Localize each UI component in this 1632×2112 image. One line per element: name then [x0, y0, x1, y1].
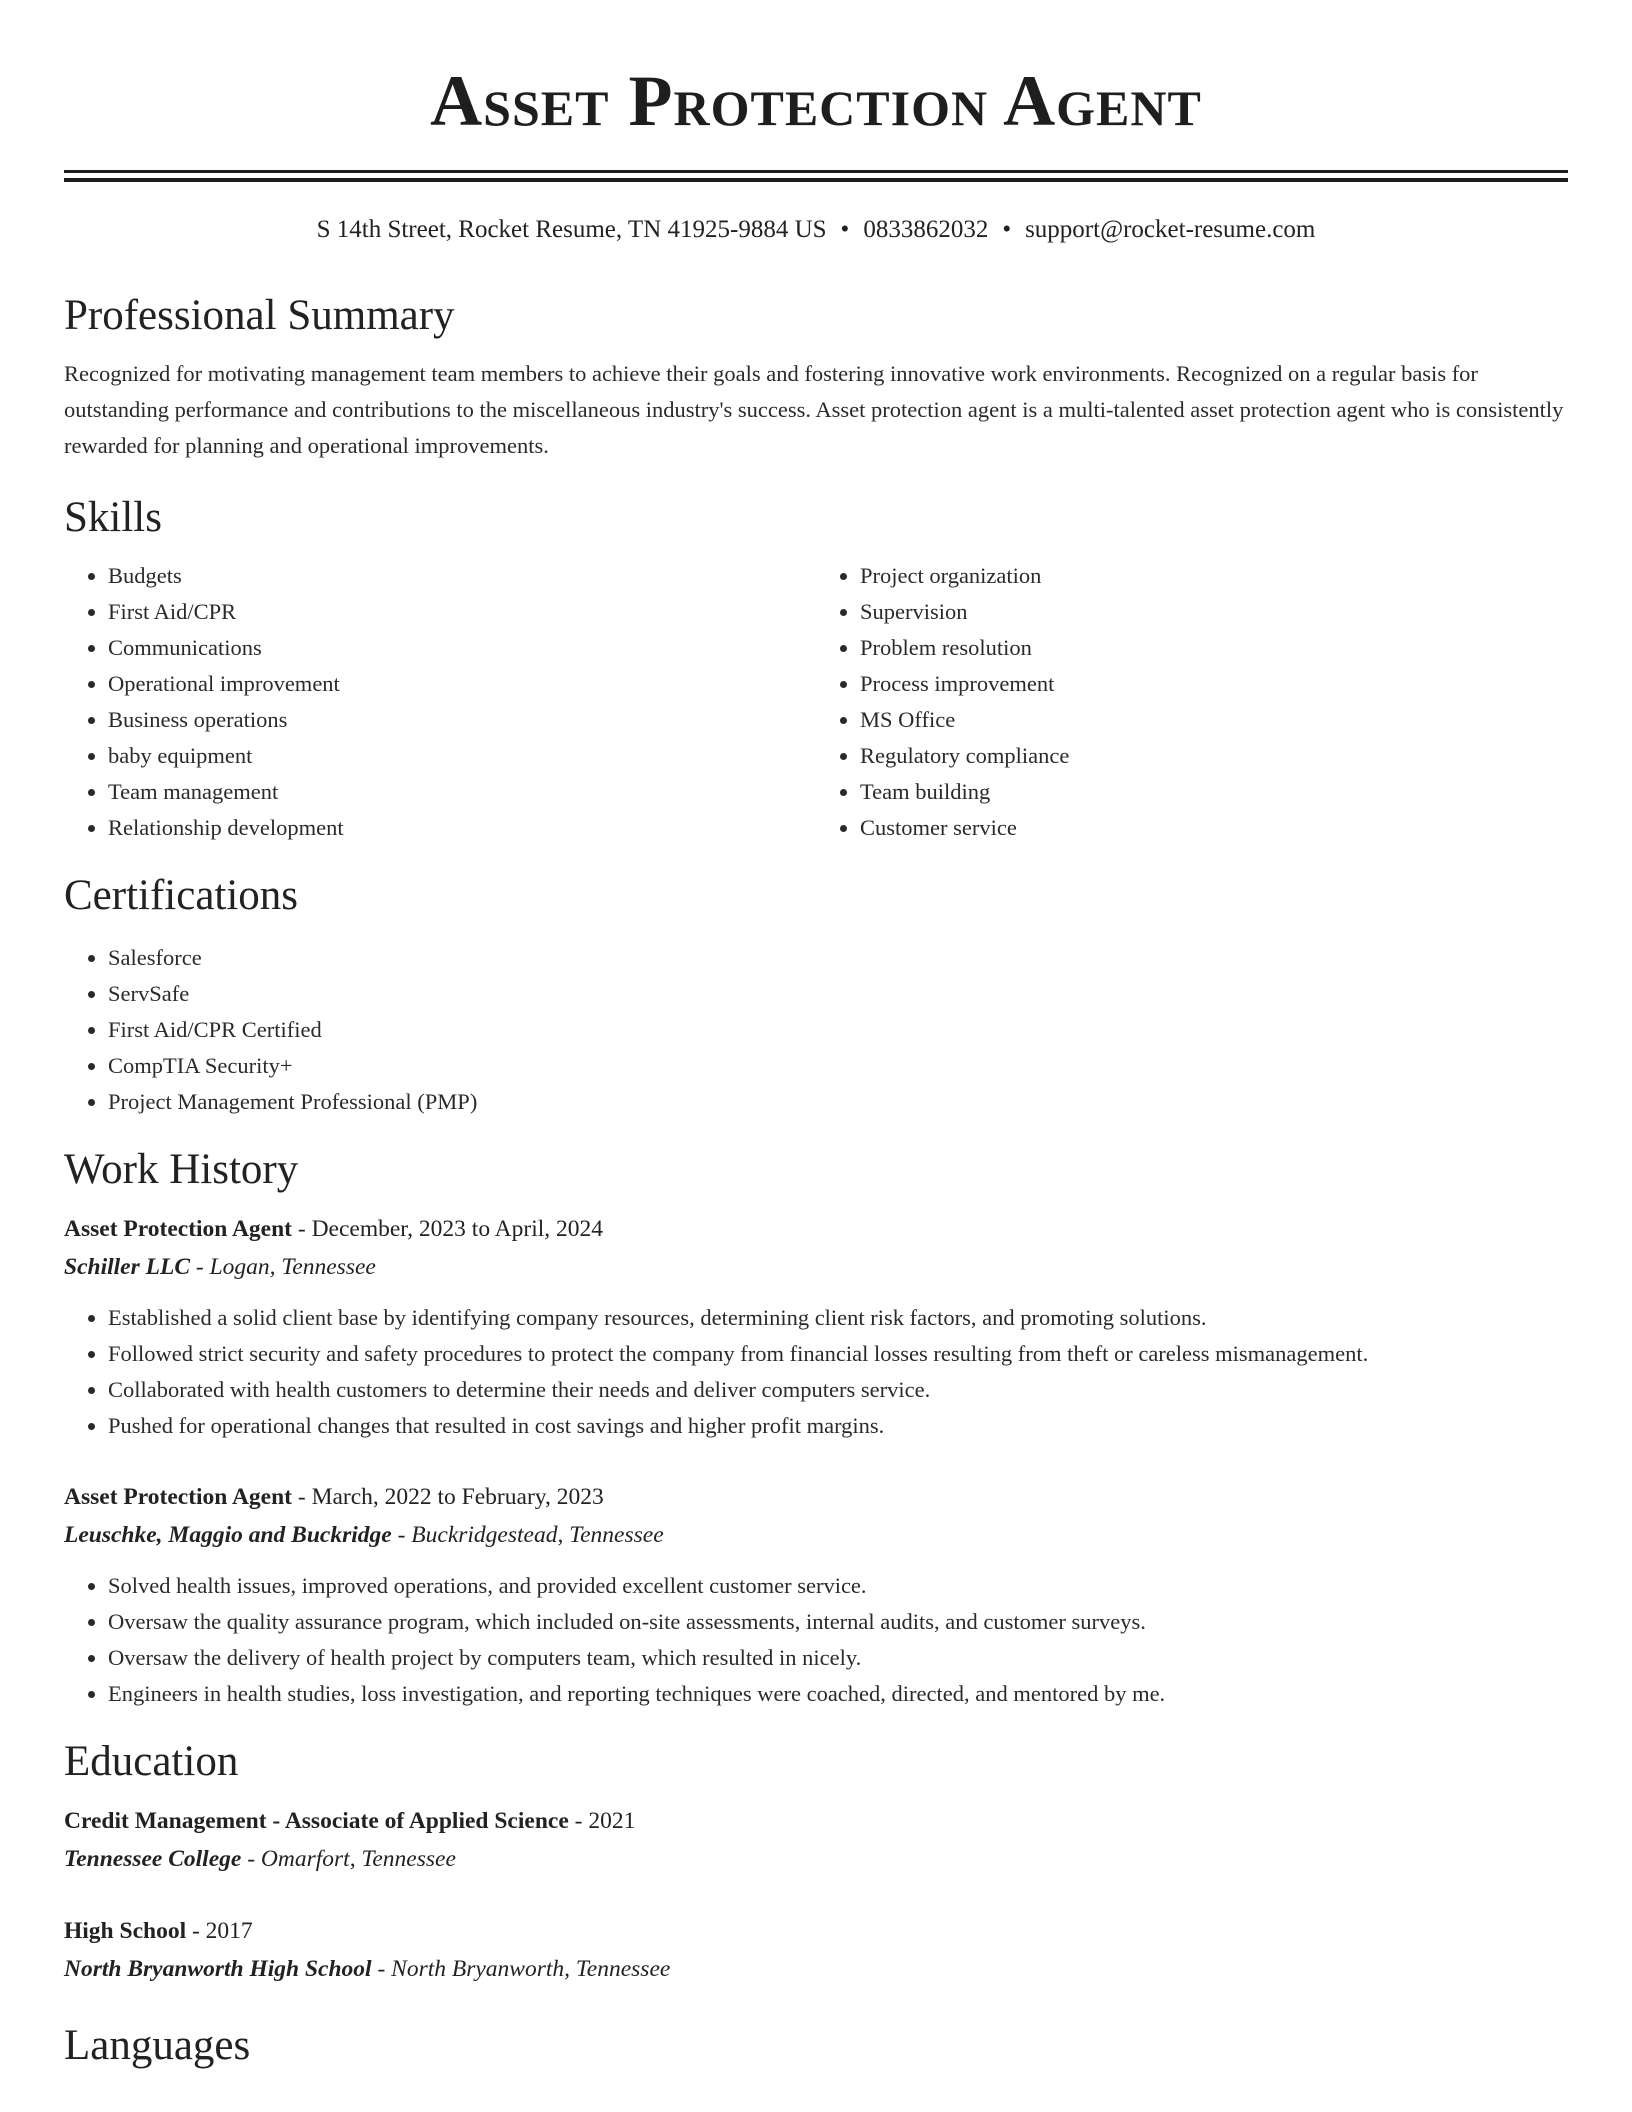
- skill-item: • Customer service: [860, 810, 1568, 846]
- job-bullet: • Collaborated with health customers to determine their needs and deliver computers service.: [108, 1372, 1568, 1408]
- job-bullet: • Oversaw the delivery of health project by computers team, which resulted in nicely.: [108, 1640, 1568, 1676]
- skills-heading: Skills: [64, 494, 162, 541]
- school-location: - Omarfort, Tennessee: [241, 1846, 456, 1872]
- contact-separator: •: [1002, 216, 1012, 243]
- skill-item: • Problem resolution: [860, 630, 1568, 666]
- graduation-year: - 2017: [186, 1918, 253, 1944]
- school-name: Tennessee College: [64, 1846, 242, 1872]
- job-dates: - March, 2022 to February, 2023: [292, 1484, 604, 1510]
- education-entry: [64, 1912, 1568, 1988]
- contact-phone: 0833862032: [863, 216, 989, 243]
- skill-item: • MS Office: [860, 702, 1568, 738]
- job-bullet: • Oversaw the quality assurance program, which included on-site assessments, internal audits, and customer surveys.: [108, 1604, 1568, 1640]
- job-company: Schiller LLC: [64, 1254, 190, 1280]
- header-divider: [64, 170, 1568, 182]
- degree-line: [64, 1802, 1568, 1840]
- skills-list-right: [816, 558, 1568, 846]
- resume-page: [64, 0, 1568, 2072]
- skill-item: • First Aid/CPR: [108, 594, 816, 630]
- certification-item: • First Aid/CPR Certified: [108, 1012, 1568, 1048]
- job-company-line: [64, 1248, 1568, 1286]
- certification-item: • CompTIA Security+: [108, 1048, 1568, 1084]
- summary-heading: Professional Summary: [64, 292, 455, 339]
- job-company: Leuschke, Maggio and Buckridge: [64, 1522, 392, 1548]
- job-title-line: [64, 1210, 1568, 1248]
- job-company-line: [64, 1516, 1568, 1554]
- certification-item: • ServSafe: [108, 976, 1568, 1012]
- job-title-line: [64, 1478, 1568, 1516]
- job-bullet: • Followed strict security and safety procedures to protect the company from financial losses resulting from theft or careless mismanagement.: [108, 1336, 1568, 1372]
- skill-item: • Supervision: [860, 594, 1568, 630]
- skill-item: • Business operations: [108, 702, 816, 738]
- certifications-heading: Certifications: [64, 872, 299, 919]
- job-bullet: • Solved health issues, improved operations, and provided excellent customer service.: [108, 1568, 1568, 1604]
- school-location: - North Bryanworth, Tennessee: [371, 1956, 671, 1982]
- job-bullet: • Established a solid client base by identifying company resources, determining client risk factors, and promoting solutions.: [108, 1300, 1568, 1336]
- job-entry: [64, 1210, 1568, 1444]
- job-title: Asset Protection Agent: [64, 1216, 292, 1242]
- skill-item: • baby equipment: [108, 738, 816, 774]
- job-bullets: [64, 1568, 1568, 1712]
- certification-item: • Salesforce: [108, 940, 1568, 976]
- skill-item: • Project organization: [860, 558, 1568, 594]
- skills-columns: [64, 558, 1568, 846]
- graduation-year: - 2021: [568, 1808, 636, 1834]
- skill-item: • Relationship development: [108, 810, 816, 846]
- job-bullet: • Pushed for operational changes that resulted in cost savings and higher profit margins.: [108, 1408, 1568, 1444]
- job-bullet: • Engineers in health studies, loss investigation, and reporting techniques were coached, directed, and mentored by me.: [108, 1676, 1568, 1712]
- skill-item: • Operational improvement: [108, 666, 816, 702]
- job-entry: [64, 1478, 1568, 1712]
- languages-heading: Languages: [64, 2022, 251, 2069]
- degree-line: [64, 1912, 1568, 1950]
- skills-list-left: [64, 558, 816, 846]
- summary-text: Recognized for motivating management team members to achieve their goals and fostering innovative work environments. Recognized on a regular basis for outstanding performance and contributions to the miscellaneous industry's success. Asset protection agent is a multi-talented asset protection agent who is consistently rewarded for planning and operational improvements.: [64, 361, 1564, 458]
- certification-item: • Project Management Professional (PMP): [108, 1084, 1568, 1120]
- school-line: [64, 1950, 1568, 1988]
- skill-item: • Regulatory compliance: [860, 738, 1568, 774]
- contact-separator: •: [840, 216, 850, 243]
- school-name: North Bryanworth High School: [64, 1956, 372, 1982]
- degree: Credit Management - Associate of Applied Science: [64, 1808, 569, 1834]
- school-line: [64, 1840, 1568, 1878]
- work-history-heading: Work History: [64, 1146, 299, 1193]
- degree: High School: [64, 1918, 187, 1944]
- skill-item: • Budgets: [108, 558, 816, 594]
- skill-item: • Process improvement: [860, 666, 1568, 702]
- contact-email: support@rocket-resume.com: [1025, 216, 1316, 243]
- job-dates: - December, 2023 to April, 2024: [292, 1216, 604, 1242]
- skill-item: • Team management: [108, 774, 816, 810]
- contact-address: S 14th Street, Rocket Resume, TN 41925-9884 US: [316, 216, 827, 243]
- skill-item: • Communications: [108, 630, 816, 666]
- education-entry: [64, 1802, 1568, 1878]
- job-location: - Logan, Tennessee: [190, 1254, 376, 1280]
- certifications-list: [64, 940, 1568, 1120]
- job-location: - Buckridgestead, Tennessee: [391, 1522, 664, 1548]
- job-title: Asset Protection Agent: [64, 1484, 292, 1510]
- skill-item: • Team building: [860, 774, 1568, 810]
- contact-line: [64, 212, 1568, 248]
- candidate-name: Asset Protection Agent: [430, 61, 1202, 141]
- job-bullets: [64, 1300, 1568, 1444]
- education-heading: Education: [64, 1738, 239, 1785]
